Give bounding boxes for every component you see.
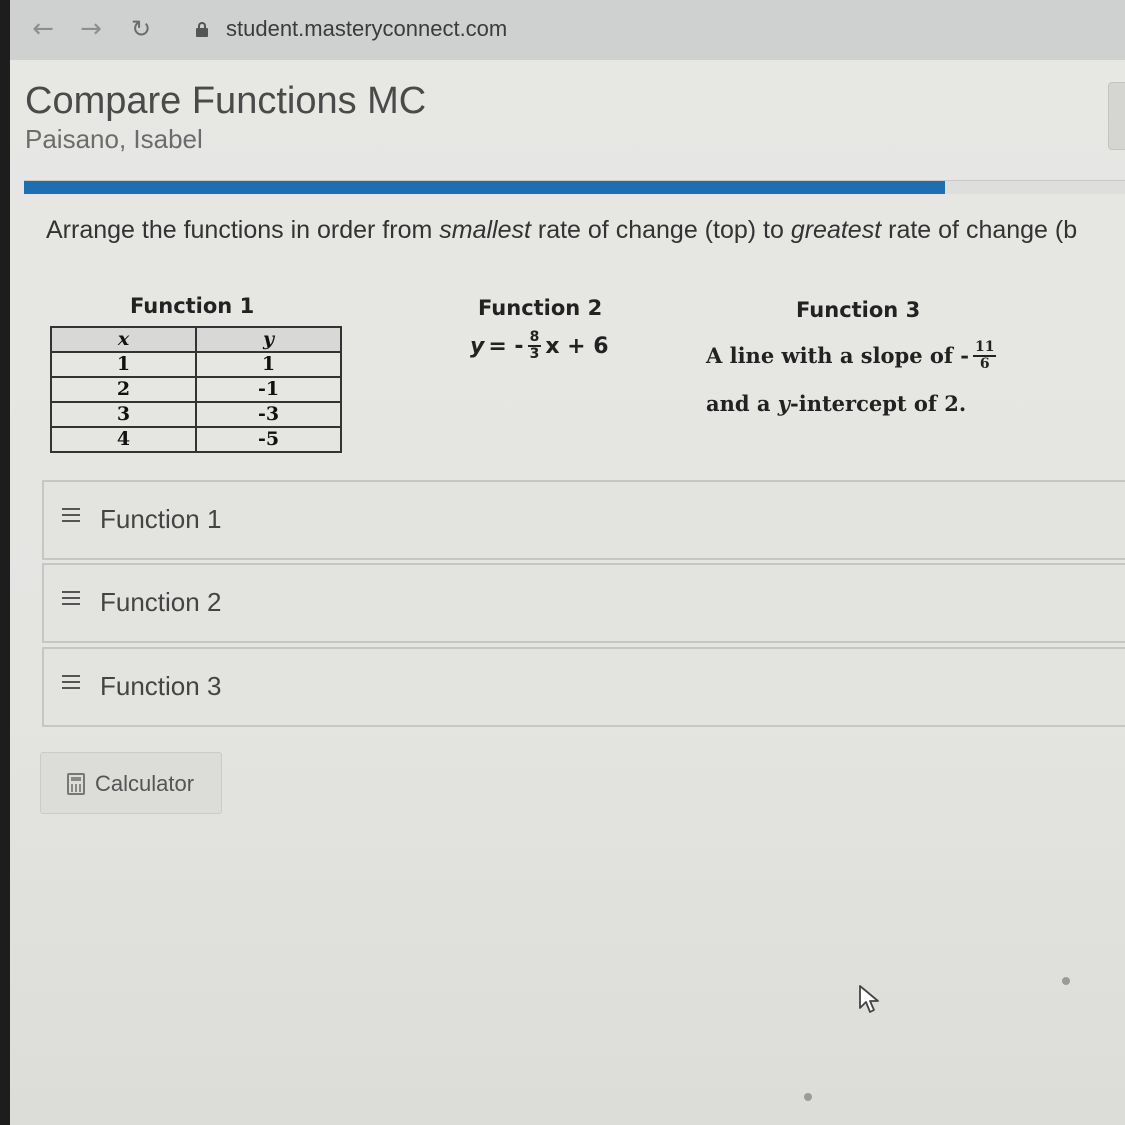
sortable-item-function-1[interactable] xyxy=(42,480,1125,560)
prompt-emphasis: greatest xyxy=(790,216,882,244)
screen-speck xyxy=(1062,977,1070,985)
header-side-button[interactable] xyxy=(1108,82,1125,150)
prompt-text: rate of change (b xyxy=(881,216,1078,244)
screen-bezel xyxy=(0,0,10,1125)
table-row xyxy=(51,377,341,402)
equation-fraction xyxy=(528,330,542,362)
function3-line1 xyxy=(706,332,996,380)
equation-variable: y xyxy=(470,333,485,359)
function1-heading: Function 1 xyxy=(130,294,255,318)
table-cell: 2 xyxy=(51,377,196,402)
drag-handle-icon[interactable] xyxy=(62,675,80,691)
browser-toolbar xyxy=(10,0,1125,60)
fraction-numerator: 11 xyxy=(974,339,995,355)
calculator-label: Calculator xyxy=(95,771,195,796)
sortable-item-function-2[interactable] xyxy=(42,563,1125,643)
function3-text: -intercept of 2. xyxy=(790,391,967,416)
drag-handle-icon[interactable] xyxy=(62,508,80,524)
table-cell: -5 xyxy=(196,427,341,452)
lock-icon xyxy=(196,22,208,36)
reload-icon[interactable]: ↻ xyxy=(130,15,152,43)
screen-speck xyxy=(804,1093,812,1101)
page-title: Compare Functions MC xyxy=(25,80,427,122)
function2-heading: Function 2 xyxy=(478,296,603,320)
table-row xyxy=(51,352,341,377)
fraction-denominator: 3 xyxy=(529,346,540,362)
prompt-emphasis: smallest xyxy=(439,216,531,244)
slope-fraction xyxy=(973,340,996,372)
forward-arrow-icon[interactable]: → xyxy=(80,14,102,44)
back-arrow-icon[interactable]: ← xyxy=(32,14,54,44)
table-row xyxy=(51,402,341,427)
sortable-item-label: Function 2 xyxy=(100,587,222,617)
drag-handle-icon[interactable] xyxy=(62,591,80,607)
function3-text: and a xyxy=(706,391,778,416)
equation-equals: = - xyxy=(488,333,524,359)
progress-bar xyxy=(24,180,1125,194)
sortable-item-label: Function 3 xyxy=(100,671,222,701)
table-row xyxy=(51,427,341,452)
equation-tail: x + 6 xyxy=(545,333,609,359)
table-cell: -3 xyxy=(196,402,341,427)
table-cell: -1 xyxy=(196,377,341,402)
address-bar-url[interactable]: student.masteryconnect.com xyxy=(226,16,508,41)
question-prompt xyxy=(46,216,1077,245)
fraction-denominator: 6 xyxy=(979,356,990,372)
sortable-item-label: Function 1 xyxy=(100,504,222,534)
table-cell: 4 xyxy=(51,427,196,452)
function3-line2 xyxy=(706,380,996,428)
table-header: x xyxy=(51,327,196,352)
sortable-item-function-3[interactable] xyxy=(42,647,1125,727)
function3-text: A line with a slope of - xyxy=(706,343,969,368)
function3-heading: Function 3 xyxy=(796,298,921,322)
calculator-button[interactable] xyxy=(40,752,222,814)
table-header-row xyxy=(51,327,341,352)
assessment-page xyxy=(10,60,1125,1125)
progress-fill xyxy=(24,181,945,194)
function1-table xyxy=(50,326,342,453)
prompt-text: rate of change (top) to xyxy=(530,216,791,244)
student-name: Paisano, Isabel xyxy=(25,124,203,154)
table-header: y xyxy=(196,327,341,352)
calculator-icon xyxy=(67,773,85,795)
function3-description xyxy=(706,332,996,428)
table-cell: 3 xyxy=(51,402,196,427)
mouse-pointer-icon xyxy=(858,984,882,1016)
fraction-numerator: 8 xyxy=(529,329,540,345)
table-cell: 1 xyxy=(196,352,341,377)
function3-variable: y xyxy=(777,391,790,416)
prompt-text: Arrange the functions in order from xyxy=(46,216,440,244)
function2-equation xyxy=(470,330,609,362)
table-cell: 1 xyxy=(51,352,196,377)
